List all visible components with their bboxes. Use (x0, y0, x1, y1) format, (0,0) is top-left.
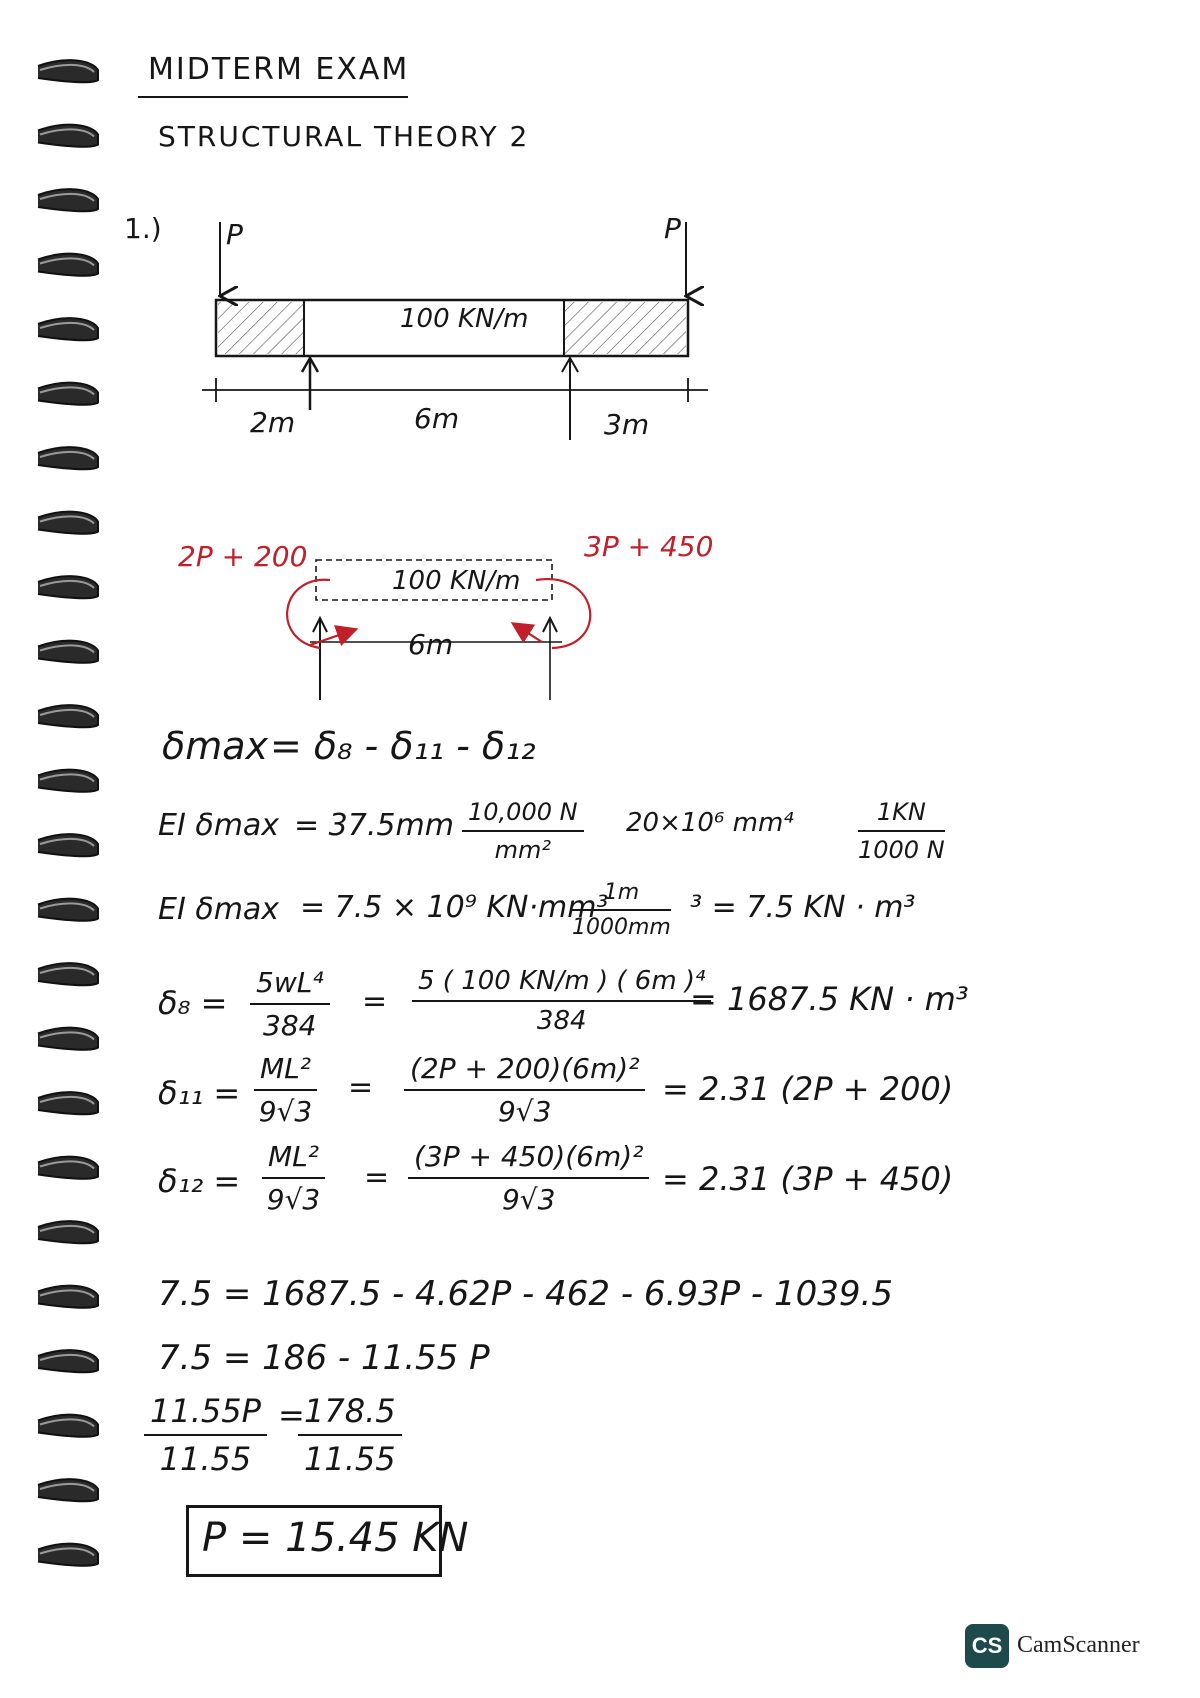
eq5-fraction-2: (2P + 200)(6m)² 9√3 (404, 1052, 645, 1128)
eq4-fraction-1: 5wL⁴ 384 (250, 966, 330, 1042)
eq1-lhs: δmax (162, 724, 269, 768)
binding-ring (38, 1350, 98, 1372)
eq4-equals: = (362, 984, 388, 1019)
eq9-equals: = (278, 1396, 305, 1434)
binding-ring (38, 963, 98, 985)
final-answer: P = 15.45 KN (202, 1515, 469, 1561)
eq4-fraction-2: 5 ( 100 KN/m ) ( 6m )⁴ 384 (412, 966, 711, 1036)
binding-ring (38, 1157, 98, 1179)
eq6-fraction-1: ML² 9√3 (262, 1140, 325, 1216)
eq2-lhs: EI δmax (158, 808, 280, 843)
eq6-result: = 2.31 (3P + 450) (662, 1160, 954, 1198)
camscanner-logo-icon: CS (965, 1624, 1009, 1668)
eq3-part1: = 7.5 × 10⁹ KN·mm³ (300, 890, 609, 925)
binding-ring (38, 189, 98, 211)
eq5-equals: = (348, 1070, 374, 1105)
binding-ring (38, 1286, 98, 1308)
binding-ring (38, 318, 98, 340)
span-right-label: 3m (604, 408, 650, 441)
page-title: MIDTERM EXAM (148, 52, 410, 87)
moment-left-label: 2P + 200 (178, 540, 308, 573)
binding-ring (38, 641, 98, 663)
binding-ring (38, 512, 98, 534)
eq3-fraction: 1m 1000mm (572, 880, 671, 940)
load-label-left: P (226, 218, 243, 251)
page-subtitle: STRUCTURAL THEORY 2 (158, 120, 530, 153)
eq6-equals: = (364, 1160, 390, 1195)
eq8-line: 7.5 = 186 - 11.55 P (158, 1338, 490, 1378)
eq2-part1: = 37.5mm (294, 808, 454, 843)
eq3-part2: ³ = 7.5 KN · m³ (690, 890, 916, 925)
eq9-fraction-rhs: 178.5 11.55 (298, 1392, 402, 1478)
binding-ring (38, 770, 98, 792)
binding-ring (38, 705, 98, 727)
binding-ring (38, 1092, 98, 1114)
camscanner-watermark (965, 1624, 1170, 1668)
binding-ring (38, 1028, 98, 1050)
binding-ring (38, 834, 98, 856)
eq2-inertia: 20×10⁶ mm⁴ (626, 808, 794, 838)
moment-arc-right (536, 579, 590, 648)
eq5-fraction-1: ML² 9√3 (254, 1052, 317, 1128)
camscanner-label: CamScanner (1017, 1632, 1140, 1658)
span-left-label: 2m (250, 406, 296, 439)
binding-ring (38, 1221, 98, 1243)
binding-ring (38, 60, 98, 82)
eq6-lhs: δ₁₂ = (158, 1162, 241, 1200)
span-label-2: 6m (408, 628, 454, 661)
eq4-lhs: δ₈ = (158, 984, 228, 1022)
eq7-line: 7.5 = 1687.5 - 4.62P - 462 - 6.93P - 1039.5 (158, 1274, 893, 1314)
binding-ring (38, 383, 98, 405)
title-underline (138, 96, 408, 98)
binding-ring (38, 125, 98, 147)
eq5-lhs: δ₁₁ = (158, 1074, 241, 1112)
moment-right-label: 3P + 450 (584, 530, 714, 563)
binding-ring (38, 899, 98, 921)
eq3-lhs: EI δmax (158, 892, 280, 927)
span-middle-label: 6m (414, 402, 460, 435)
binding-ring (38, 254, 98, 276)
eq9-fraction-lhs: 11.55P 11.55 (144, 1392, 267, 1478)
distributed-load-label: 100 KN/m (400, 304, 529, 334)
eq6-fraction-2: (3P + 450)(6m)² 9√3 (408, 1140, 649, 1216)
binding-ring (38, 447, 98, 469)
eq1-rhs: = δ₈ - δ₁₁ - δ₁₂ (270, 724, 536, 768)
eq2-fraction-3: 1KN 1000 N (858, 798, 945, 864)
spiral-binding (36, 48, 106, 1608)
moment-arc-left (287, 580, 330, 648)
binding-ring (38, 1415, 98, 1437)
distributed-load-label-2: 100 KN/m (392, 566, 521, 596)
binding-ring (38, 1479, 98, 1501)
hatch-right (564, 302, 686, 354)
problem-number: 1.) (124, 212, 162, 245)
binding-ring (38, 576, 98, 598)
binding-ring (38, 1544, 98, 1566)
load-label-right: P (664, 212, 681, 245)
eq5-result: = 2.31 (2P + 200) (662, 1070, 954, 1108)
eq2-fraction-1: 10,000 N mm² (462, 798, 584, 864)
eq4-result: = 1687.5 KN · m³ (690, 980, 969, 1018)
hatch-left (218, 302, 304, 354)
